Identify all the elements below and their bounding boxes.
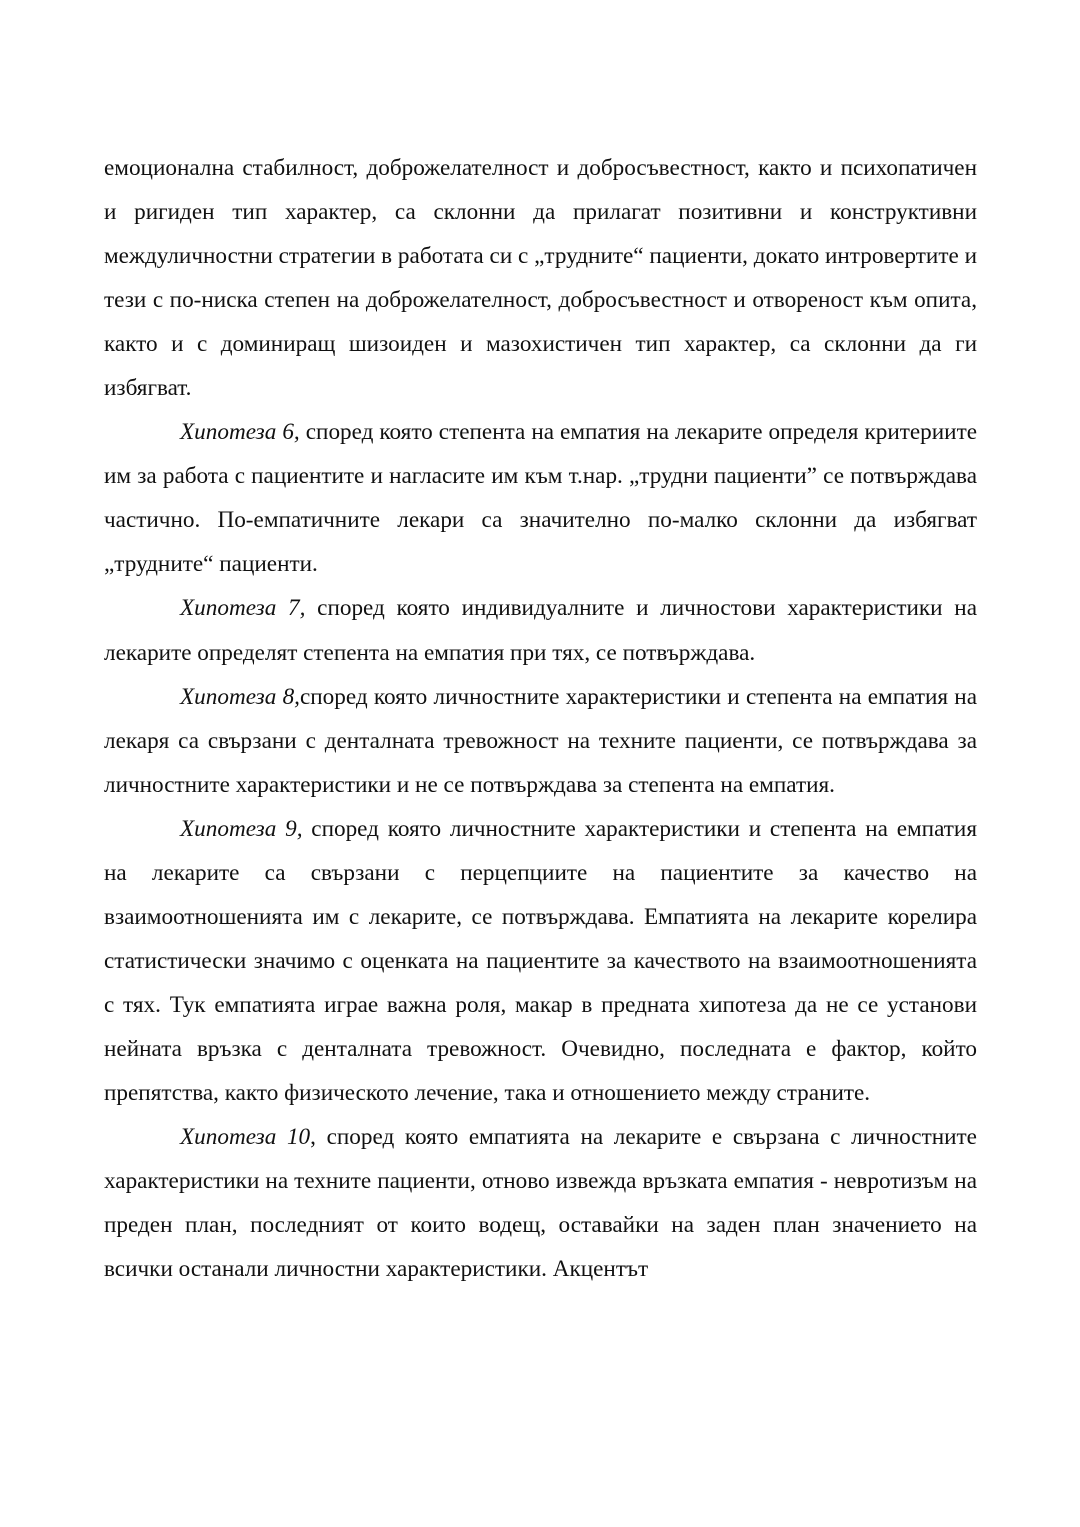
body-text: [104, 146, 977, 1291]
hypothesis-label: Хипотеза 10: [180, 1124, 311, 1151]
paragraph-hypothesis-8: [104, 675, 977, 807]
hypothesis-label: Хипотеза 6,: [180, 419, 300, 446]
paragraph-text: според която личностните характеристики и степента на емпатия на лекаря са свързани с денталната тревожност на техните пациенти, се потвърждава за личностните характеристики и не се потвърждава за степента на емпатия.: [104, 683, 977, 798]
paragraph-text: , според която емпатията на лекарите е свързана с личностните характеристики на техните пациенти, отново извежда връзката емпатия - невротизъм на преден план, последният от които водещ, оставайки на заден план значението на всички останали личностни характеристики. Акцентът: [104, 1124, 977, 1283]
paragraph-hypothesis-7: [104, 586, 977, 674]
hypothesis-label: Хипотеза 7,: [180, 595, 306, 622]
paragraph-hypothesis-10: [104, 1115, 977, 1291]
paragraph-text: емоционална стабилност, доброжелателност и добросъвестност, както и психопатичен и ригиден тип характер, са склонни да прилагат позитивни и конструктивни междуличностни стратегии в работата си с „трудните“ пациенти, докато интровертите и тези с по-ниска степен на доброжелателност, добросъвестност и отвореност към опита, както и с доминиращ шизоиден и мазохистичен тип характер, са склонни да ги избягват.: [104, 155, 977, 402]
paragraph-hypothesis-9: [104, 807, 977, 1115]
paragraph-personality-strategies: [104, 146, 977, 410]
paragraph-hypothesis-6: [104, 410, 977, 586]
hypothesis-label: Хипотеза 8,: [180, 683, 300, 710]
paragraph-text: според която индивидуалните и личностови характеристики на лекарите определят степента на емпатия при тях, се потвърждава.: [104, 595, 977, 666]
hypothesis-label: Хипотеза 9,: [180, 815, 303, 842]
paragraph-text: според която личностните характеристики и степента на емпатия на лекарите са свързани с перцепциите на пациентите за качество на взаимоотношенията им с лекарите, се потвърждава. Емпатията на лекарите корелира статистически значимо с оценката на пациентите за качеството на взаимоотношенията с тях. Тук емпатията играе важна роля, макар в предната хипотеза да не се установи нейната връзка с денталната тревожност. Очевидно, последната е фактор, който препятства, както физическото лечение, така и отношението между страните.: [104, 815, 977, 1106]
paragraph-text: според която степента на емпатия на лекарите определя критериите им за работа с пациентите и нагласите им към т.нар. „трудни пациенти” се потвърждава частично. По-емпатичните лекари са значително по-малко склонни да избягват „трудните“ пациенти.: [104, 419, 978, 578]
